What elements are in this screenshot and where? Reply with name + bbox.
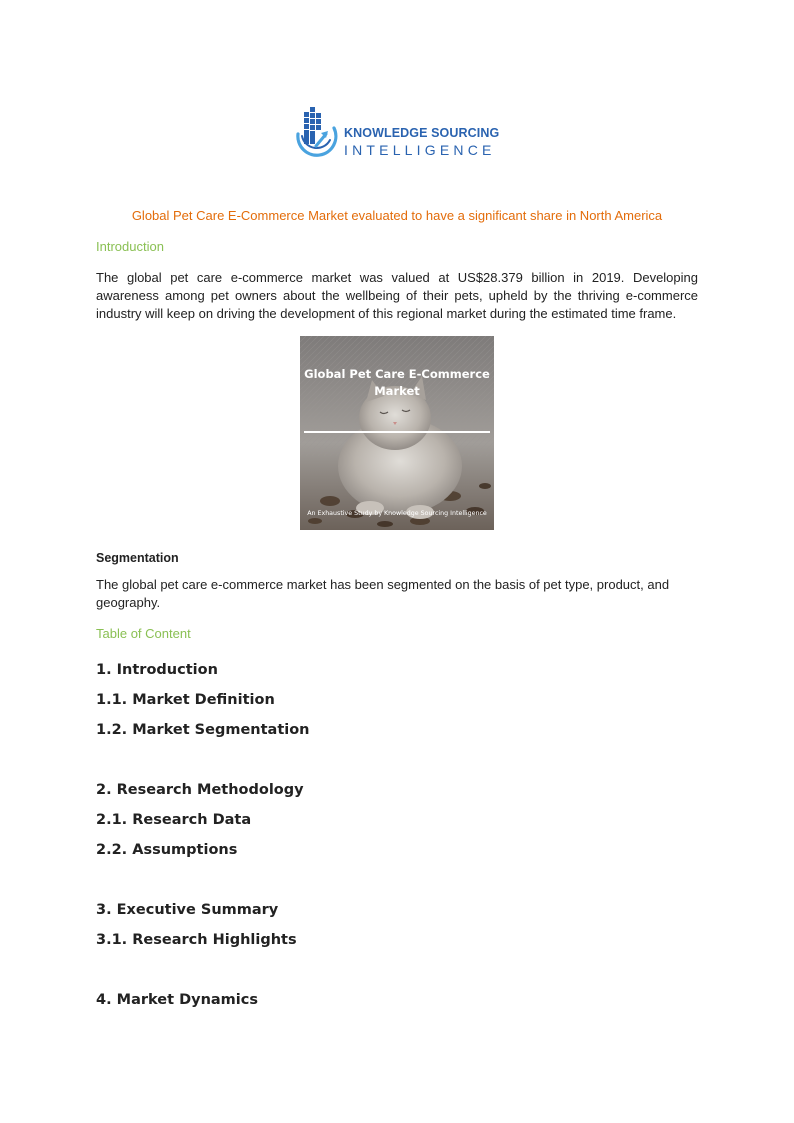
logo-mark-icon bbox=[290, 104, 344, 166]
segmentation-paragraph: The global pet care e-commerce market has been segmented on the basis of pet type, product, and geography. bbox=[96, 577, 670, 610]
toc-item: 4. Market Dynamics bbox=[96, 992, 258, 1008]
cover-caption: An Exhaustive Study by Knowledge Sourcing Intelligence bbox=[307, 510, 487, 517]
toc-item: 1.2. Market Segmentation bbox=[96, 722, 310, 738]
toc-item: 1. Introduction bbox=[96, 662, 218, 678]
segmentation-heading: Segmentation bbox=[96, 551, 179, 565]
toc-item: 1.1. Market Definition bbox=[96, 692, 275, 708]
document-title: Global Pet Care E-Commerce Market evaluated to have a significant share in North America bbox=[131, 208, 663, 223]
report-cover-image bbox=[300, 336, 494, 530]
toc-item: 3. Executive Summary bbox=[96, 902, 279, 918]
logo-text-secondary: INTELLIGENCE bbox=[344, 142, 496, 158]
introduction-paragraph: The global pet care e-commerce market was valued at US$28.379 billion in 2019. Developing awareness among pet owners about the wellbeing of their pets, upheld by the thriving e-commerce industry will keep on driving the development of this regional market during the estimated time frame. bbox=[96, 270, 698, 321]
cover-divider bbox=[304, 431, 490, 433]
toc-item: 2.2. Assumptions bbox=[96, 842, 238, 858]
toc-item: 2.1. Research Data bbox=[96, 812, 252, 828]
logo-text-primary: KNOWLEDGE SOURCING bbox=[344, 126, 500, 140]
toc-heading: Table of Content bbox=[96, 626, 191, 641]
toc-item: 2. Research Methodology bbox=[96, 782, 304, 798]
cover-title: Global Pet Care E-Commerce Market bbox=[304, 367, 490, 398]
introduction-heading: Introduction bbox=[96, 239, 164, 254]
company-logo bbox=[290, 104, 510, 166]
toc-item: 3.1. Research Highlights bbox=[96, 932, 297, 948]
